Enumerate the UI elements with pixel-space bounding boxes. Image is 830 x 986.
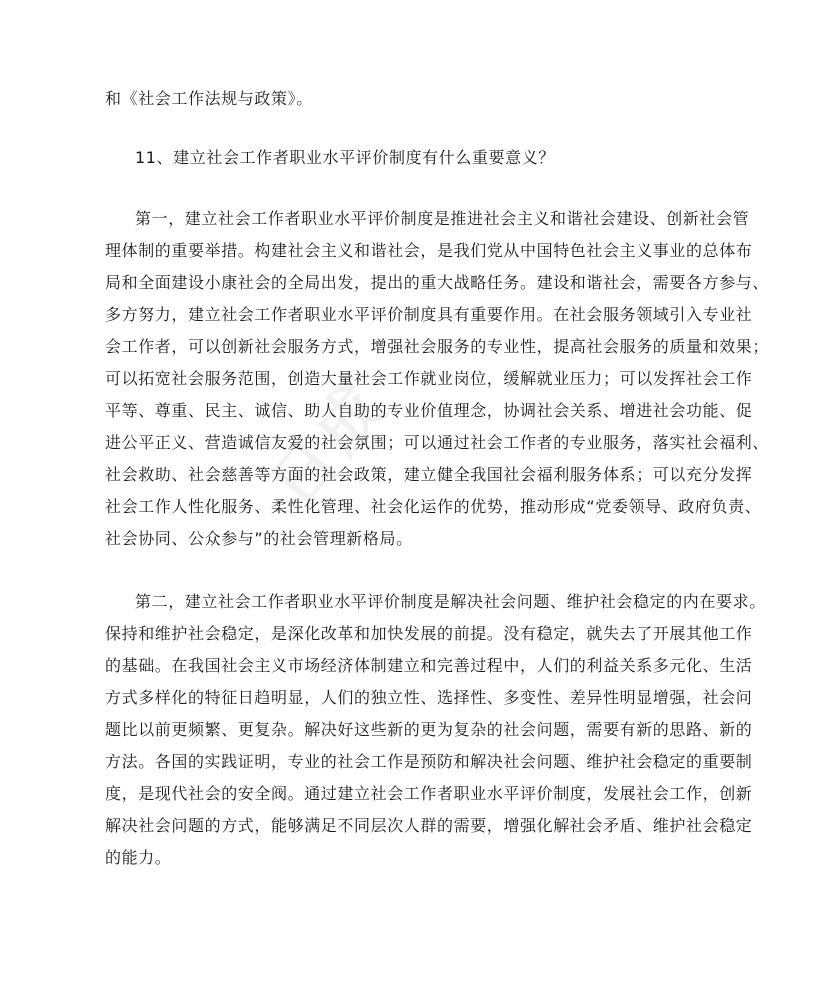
paragraph-line: 平等、尊重、民主、诚信、助人自助的专业价值理念，协调社会关系、增进社会功能、促 bbox=[105, 401, 753, 420]
paragraph-line: 社会救助、社会慈善等方面的社会政策，建立健全我国社会福利服务体系；可以充分发挥 bbox=[105, 465, 753, 484]
paragraph-line: 社会工作人性化服务、柔性化管理、社会化运作的优势，推动形成“党委领导、政府负责、 bbox=[105, 497, 762, 516]
paragraph-line: 进公平正义、营造诚信友爱的社会氛围；可以通过社会工作者的专业服务，落实社会福利、 bbox=[105, 433, 770, 452]
paragraph-line: 方法。各国的实践证明，专业的社会工作是预防和解决社会问题、维护社会稳定的重要制 bbox=[105, 752, 753, 771]
question-heading: 11、建立社会工作者职业水平评价制度有什么重要意义？ bbox=[135, 148, 555, 167]
paragraph-line: 可以拓宽社会服务范围，创造大量社会工作就业岗位，缓解就业压力；可以发挥社会工作 bbox=[105, 369, 753, 388]
paragraph-line: 多方努力，建立社会工作者职业水平评价制度具有重要作用。在社会服务领域引入专业社 bbox=[105, 305, 753, 324]
paragraph-line: 社会协同、公众参与”的社会管理新格局。 bbox=[105, 529, 413, 548]
lead-line: 和《社会工作法规与政策》。 bbox=[105, 89, 313, 108]
paragraph-line: 第二，建立社会工作者职业水平评价制度是解决社会问题、维护社会稳定的内在要求。 bbox=[135, 592, 766, 611]
paragraph-line: 的能力。 bbox=[105, 848, 172, 867]
paragraph-line: 保持和维护社会稳定，是深化改革和加快发展的前提。没有稳定，就失去了开展其他工作 bbox=[105, 624, 753, 643]
paragraph-line: 题比以前更频繁、更复杂。解决好这些新的更为复杂的社会问题，需要有新的思路、新的 bbox=[105, 720, 753, 739]
paragraph-line: 局和全面建设小康社会的全局出发，提出的重大战略任务。建设和谐社会，需要各方参与、 bbox=[105, 273, 770, 292]
paragraph-line: 度，是现代社会的安全阀。通过建立社会工作者职业水平评价制度，发展社会工作，创新 bbox=[105, 784, 753, 803]
paragraph-line: 方式多样化的特征日趋明显，人们的独立性、选择性、多变性、差异性明显增强，社会问 bbox=[105, 688, 753, 707]
watermark: 日成 bbox=[256, 367, 403, 523]
paragraph-line: 理体制的重要举措。构建社会主义和谐社会，是我们党从中国特色社会主义事业的总体布 bbox=[105, 241, 753, 260]
paragraph-line: 会工作者，可以创新社会服务方式，增强社会服务的专业性，提高社会服务的质量和效果； bbox=[105, 337, 770, 356]
paragraph-line: 解决社会问题的方式，能够满足不同层次人群的需要，增强化解社会矛盾、维护社会稳定 bbox=[105, 816, 753, 835]
paragraph-line: 第一，建立社会工作者职业水平评价制度是推进社会主义和谐社会建设、创新社会管 bbox=[135, 209, 750, 228]
paragraph-line: 的基础。在我国社会主义市场经济体制建立和完善过程中，人们的利益关系多元化、生活 bbox=[105, 656, 753, 675]
